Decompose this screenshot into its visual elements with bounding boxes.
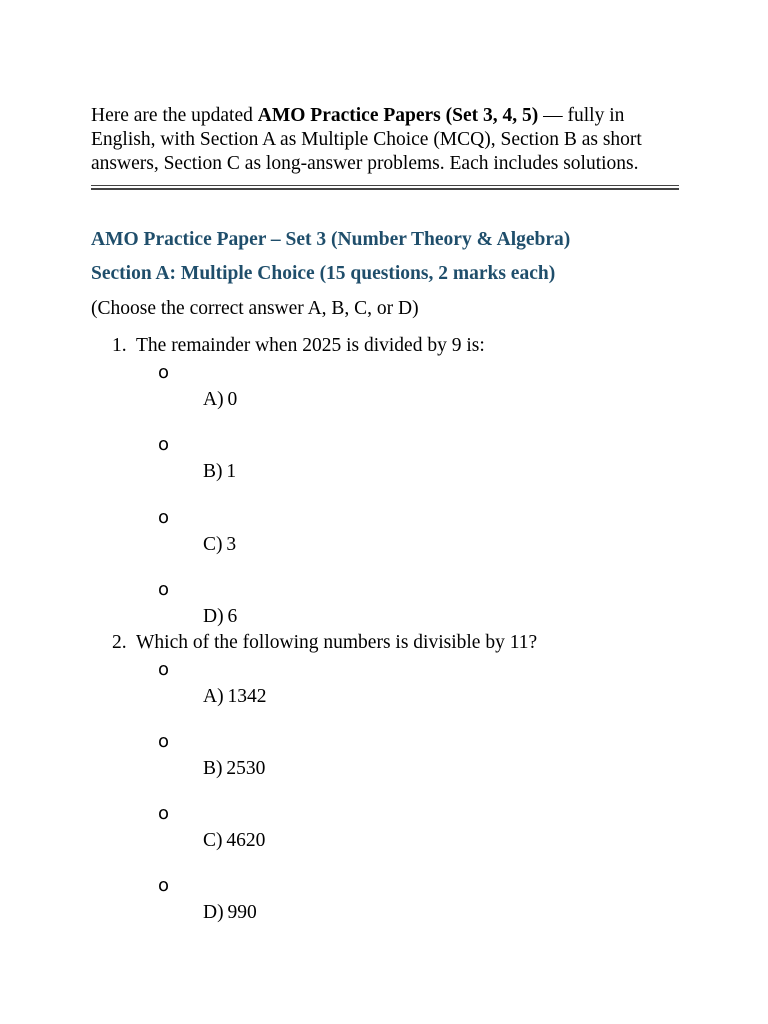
option-label: C) 3 [203, 534, 237, 555]
bullet-icon: o [158, 659, 170, 680]
bullet-icon: o [158, 362, 170, 383]
option-label: B) 1 [203, 461, 237, 482]
bullet-icon: o [158, 803, 170, 824]
bullet-icon: o [158, 579, 170, 600]
option-label: A) 1342 [203, 686, 267, 707]
intro-text-start: Here are the updated [91, 105, 258, 126]
question-number: 2. [112, 632, 127, 653]
bullet-icon: o [158, 507, 170, 528]
option-label: A) 0 [203, 389, 238, 410]
paper-title: AMO Practice Paper – Set 3 (Number Theory & Algebra) [91, 229, 571, 250]
section-title: Section A: Multiple Choice (15 questions, 2 marks each) [91, 263, 556, 284]
horizontal-divider [91, 185, 679, 190]
bullet-icon: o [158, 875, 170, 896]
intro-bold-title: AMO Practice Papers (Set 3, 4, 5) [257, 105, 539, 126]
option-label: D) 6 [203, 606, 238, 627]
intro-text-end: — fully in English, with Section A as Multiple Choice (MCQ), Section B as short answers, Section C as long-answer problems. Each includes solutions. [91, 105, 642, 174]
question-text: The remainder when 2025 is divided by 9 is: [136, 335, 485, 356]
instruction-text: (Choose the correct answer A, B, C, or D) [91, 298, 419, 319]
bullet-icon: o [158, 434, 170, 455]
intro-paragraph [91, 104, 691, 176]
question-number: 1. [112, 335, 127, 356]
option-label: D) 990 [203, 902, 257, 923]
question-text: Which of the following numbers is divisible by 11? [136, 632, 538, 653]
option-label: C) 4620 [203, 830, 266, 851]
option-label: B) 2530 [203, 758, 266, 779]
bullet-icon: o [158, 731, 170, 752]
